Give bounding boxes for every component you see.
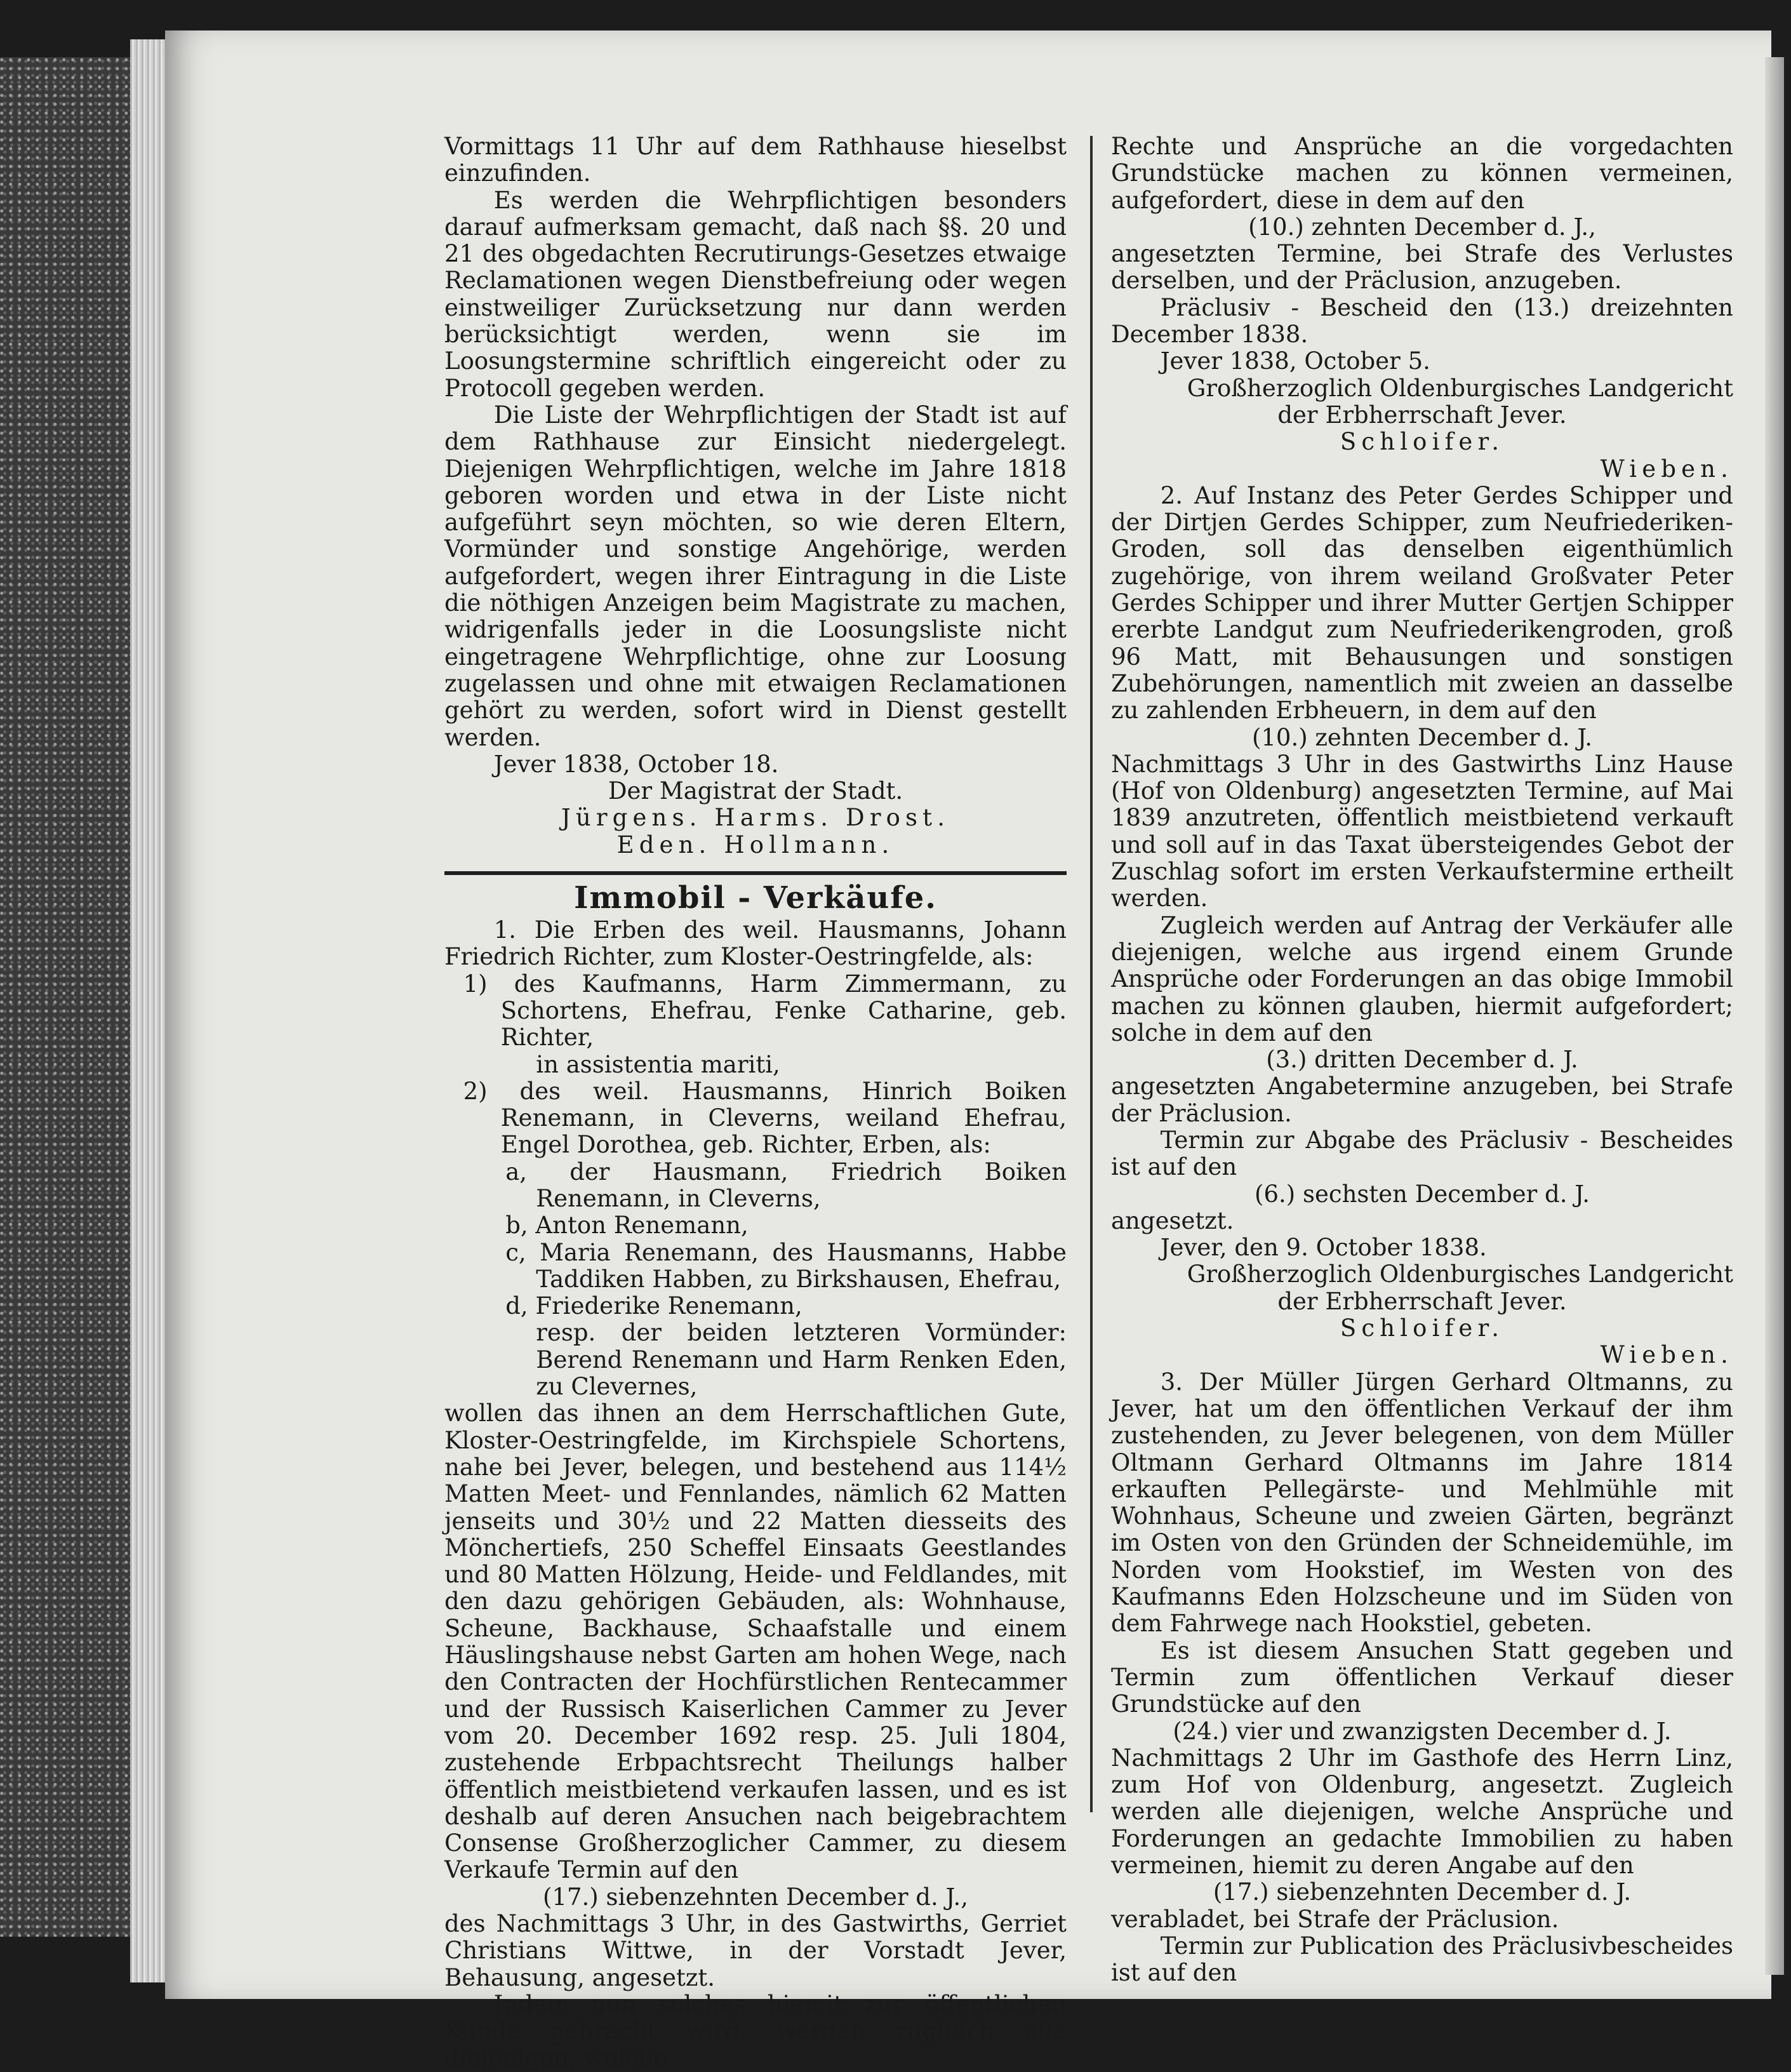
term-date: (24.) vier und zwanzigsten December d. J. [1173, 1717, 1672, 1745]
term-date: (17.) siebenzehnten December d. J. [1213, 1878, 1632, 1906]
notice-3: 3. Der Müller Jürgen Gerhard Oltmanns, zu Jever, hat um den öffentlichen Verkauf der ihm zustehenden, zu Jever belegenen, von dem Müller Oltmann Gerhard Oltmanns im Jahre 1814 erkauften Pellegärste- und Mehlmühle mit Wohnhaus, Scheune und zweien Gärten, begränzt im Osten von den Gründen der Schneidemühle, im Norden vom Hookstief, im Westen von des Kaufmanns Eden Holzscheune und im Süden von dem Fahrwege nach Hookstiel, gebeten. [1111, 1368, 1733, 1638]
list-item-note: in assistentia mariti, [536, 1050, 780, 1078]
book-marbled-edge [0, 57, 136, 1937]
paragraph: Nachmittags 2 Uhr im Gasthofe des Herrn Linz, zum Hof von Oldenburg, angesetzt. Zugleich werden alle diejenigen, welche Ansprüche und Forderungen an gedachte Immobilien zu haben vermeinen, hiemit zu deren Angabe auf den [1111, 1744, 1733, 1879]
paragraph: Nachmittags 3 Uhr in des Gastwirths Linz Hause (Hof von Oldenburg) angesetzten Termine, auf Mai 1839 anzutreten, öffentlich meistbietend verkauft und soll auf in das Taxat übersteigendes Gebot der Zuschlag sofort im ersten Verkaufstermine ertheilt werden. [1111, 750, 1733, 912]
section-rule [444, 871, 1067, 875]
list-item-note: resp. der beiden letzteren Vormünder: Berend Renemann und Harm Renken Eden, zu Clevernes, [536, 1319, 1067, 1401]
court-name: der Erbherrschaft Jever. [1277, 1287, 1567, 1315]
paragraph: Die Liste der Wehrpflichtigen der Stadt ist auf dem Rathhause zur Einsicht niedergelegt. Diejenigen Wehrpflichtigen, welche im Jahre 1818 geboren worden und etwa in der Liste nicht aufgeführt seyn möchten, so wie deren Eltern, Vormünder und sonstige Angehörige, werden aufgefordert, wegen ihrer Eintragung in die Liste die nöthigen Anzeigen beim Magistrate zu machen, widrigenfalls jeder in die Loosungsliste nicht eingetragene Wehrpflichtige, ohne zur Loosung zugelassen und ohne mit etwaigen Reclamationen gehört zu werden, sofort wird in Dienst gestellt werden. [444, 401, 1067, 751]
dateline: Jever 1838, October 18. [493, 750, 779, 778]
paragraph: verabladet, bei Strafe der Präclusion. [1111, 1905, 1559, 1933]
signature-names: Schloifer. [1340, 428, 1505, 456]
right-column [1111, 133, 1733, 1986]
list-item: a, der Hausmann, Friedrich Boiken Renemann, in Cleverns, [505, 1158, 1067, 1212]
paragraph: angesetzten Angabetermine anzugeben, bei Strafe der Präclusion. [1111, 1073, 1733, 1127]
court-name: Großherzoglich Oldenburgisches Landgericht [1187, 374, 1733, 402]
paragraph: wollen das ihnen an dem Herrschaftlichen Gute, Kloster-Oestringfelde, im Kirchspiele Schortens, nahe bei Jever, belegen, und bestehend aus 114½ Matten Meet- und Fennlandes, nämlich 62 Matten jenseits und 30½ und 22 Matten diesseits des Mönchertiefs, 250 Scheffel Einsaats Geestlandes und 80 Matten Hölzung, Heide- und Feldlandes, mit den dazu gehörigen Gebäuden, als: Wohnhause, Scheune, Backhause, Schaafstalle und einem Häuslingshause nebst Garten am hohen Wege, nach den Contracten der Hochfürstlichen Rentecammer und der Russisch Kaiserlichen Cammer zu Jever vom 20. December 1692 resp. 25. Juli 1804, zustehende Erbpachtsrecht Theilungs halber öffentlich meistbietend verkaufen lassen, und es ist deshalb auf deren Ansuchen nach beigebrachtem Consense Großherzoglicher Cammer, zu diesem Verkaufe Termin auf den [444, 1400, 1067, 1884]
signature-authority: Der Magistrat der Stadt. [608, 777, 903, 805]
paragraph: Es ist diesem Ansuchen Statt gegeben und Termin zum öffentlichen Verkauf dieser Grundstücke auf den [1111, 1636, 1733, 1718]
court-name: der Erbherrschaft Jever. [1277, 401, 1567, 429]
court-name: Großherzoglich Oldenburgisches Landgericht [1187, 1260, 1733, 1288]
paragraph: Termin zur Publication des Präclusivbescheides ist auf den [1111, 1932, 1733, 1987]
term-date: (17.) siebenzehnten December d. J., [543, 1883, 968, 1911]
signature-names: Eden. Hollmann. [616, 831, 895, 859]
signature-names: Wieben. [1600, 455, 1733, 483]
dateline: Jever, den 9. October 1838. [1160, 1234, 1487, 1262]
term-date: (10.) zehnten December d. J., [1248, 213, 1596, 241]
paragraph: Termin zur Abgabe des Präclusiv - Bescheides ist auf den [1111, 1126, 1733, 1181]
signature-names: Schloifer. [1340, 1314, 1505, 1342]
left-column [444, 133, 1067, 2072]
signature-names: Jürgens. Harms. Drost. [561, 804, 950, 832]
dateline: Jever 1838, October 5. [1160, 347, 1430, 375]
term-date: (3.) dritten December d. J. [1266, 1046, 1578, 1074]
paragraph: Vormittags 11 Uhr auf dem Rathhause hieselbst einzufinden. [444, 133, 1067, 187]
term-date: (10.) zehnten December d. J. [1251, 723, 1593, 751]
column-divider [1090, 136, 1093, 1812]
page-right-edge [1765, 57, 1784, 1975]
notice-2: 2. Auf Instanz des Peter Gerdes Schipper und der Dirtjen Gerdes Schipper, zum Neufriederiken-Groden, soll das denselben eigenthümlich zugehörige, von ihrem weiland Großvater Peter Gerdes Schipper und ihrer Mutter Gertjen Schipper ererbte Landgut zum Neufriederikengroden, groß 96 Matt, mit Behausungen und sonstigen Zubehörungen, namentlich mit zweien an dasselbe zu zahlenden Erbheuern, in dem auf den [1111, 481, 1733, 725]
paragraph: Rechte und Ansprüche an die vorgedachten Grundstücke machen zu können vermeinen, aufgefordert, diese in dem auf den [1111, 133, 1733, 214]
paragraph: angesetzt. [1111, 1206, 1234, 1234]
paragraph: Präclusiv - Bescheid den (13.) dreizehnten December 1838. [1111, 293, 1733, 349]
signature-names: Wieben. [1600, 1341, 1733, 1369]
term-date: (6.) sechsten December d. J. [1255, 1180, 1590, 1208]
paragraph: Indem nun solches hiemit zur öffentlichen Kunde gebracht wird, werden zugleich alle diejenigen, welche [444, 1990, 1067, 2072]
list-item: d, Friederike Renemann, [505, 1292, 802, 1320]
list-item: b, Anton Renemann, [505, 1212, 749, 1240]
paragraph: angesetzten Termine, bei Strafe des Verlustes derselben, und der Präclusion, anzugeben. [1111, 240, 1733, 295]
section-heading: Immobil - Verkäufe. [574, 880, 937, 916]
notice-1: 1. Die Erben des weil. Hausmanns, Johann Friedrich Richter, zum Kloster-Oestringfelde, als: [444, 916, 1067, 971]
paragraph: Es werden die Wehrpflichtigen besonders darauf aufmerksam gemacht, daß nach §§. 20 und 21 des obgedachten Recrutirungs-Gesetzes etwaige Reclamationen wegen Dienstbefreiung oder wegen einstweiliger Zurücksetzung nur dann werden berücksichtigt werden, wenn sie im Loosungstermine schriftlich eingereicht oder zu Protocoll gegeben werden. [444, 186, 1067, 402]
list-item: 1) des Kaufmanns, Harm Zimmermann, zu Schortens, Ehefrau, Fenke Catharine, geb. Richter, [463, 970, 1067, 1052]
paragraph: des Nachmittags 3 Uhr, in des Gastwirths, Gerriet Christians Wittwe, in der Vorstadt Jever, Behausung, angesetzt. [444, 1910, 1067, 1991]
paragraph: Zugleich werden auf Antrag der Verkäufer alle diejenigen, welche aus irgend einem Grunde Ansprüche oder Forderungen an das obige Immobil machen zu können glauben, hiermit aufgefordert; solche in dem auf den [1111, 911, 1733, 1046]
list-item: 2) des weil. Hausmanns, Hinrich Boiken Renemann, in Cleverns, weiland Ehefrau, Engel Dorothea, geb. Richter, Erben, als: [463, 1077, 1067, 1159]
list-item: c, Maria Renemann, des Hausmanns, Habbe Taddiken Habben, zu Birkshausen, Ehefrau, [505, 1238, 1067, 1293]
